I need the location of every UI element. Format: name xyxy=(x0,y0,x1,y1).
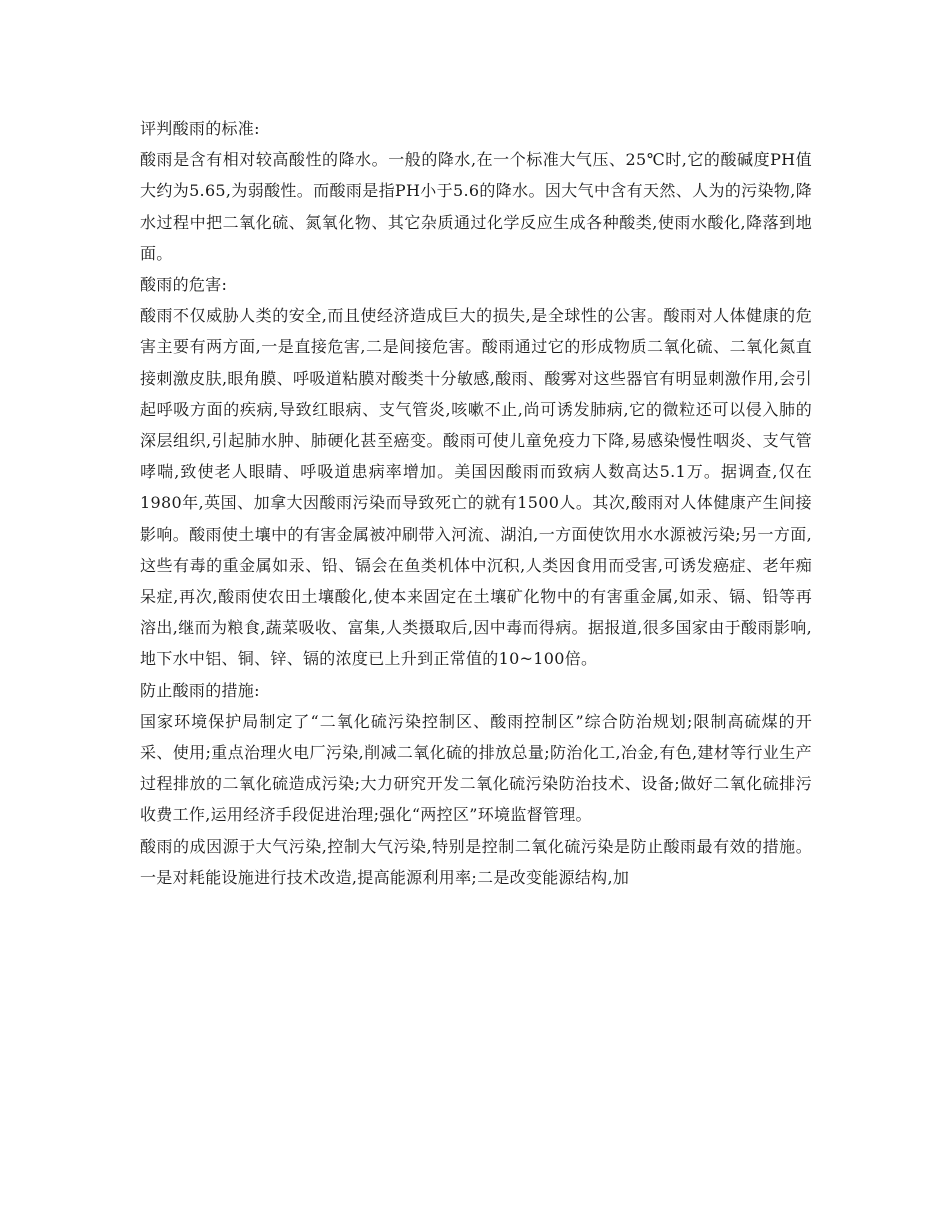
paragraph-prevention-policy: 国家环境保护局制定了“二氧化硫污染控制区、酸雨控制区”综合防治规划;限制高硫煤的开采、使用;重点治理火电厂污染,削减二氧化硫的排放总量;防治化工,冶金,有色,建材等行业生产过程排放的二氧化硫造成污染;大力研究开发二氧化硫污染防治技术、设备;做好二氧化硫排污收费工作,运用经济手段促进治理;强化“两控区”环境监督管理。 xyxy=(140,711,812,825)
document-page xyxy=(140,113,812,893)
paragraph-prevention-measures: 酸雨的成因源于大气污染,控制大气污染,特别是控制二氧化硫污染是防止酸雨最有效的措施。一是对耗能设施进行技术改造,提高能源利用率;二是改变能源结构,加 xyxy=(140,836,812,887)
paragraph-acid-rain-definition: 酸雨是含有相对较高酸性的降水。一般的降水,在一个标准大气压、25℃时,它的酸碱度PH值大约为5.65,为弱酸性。而酸雨是指PH小于5.6的降水。因大气中含有天然、人为的污染物,降水过程中把二氧化硫、氮氧化物、其它杂质通过化学反应生成各种酸类,使雨水酸化,降落到地面。 xyxy=(140,150,812,263)
section-heading-acid-rain-prevention: 防止酸雨的措施: xyxy=(140,680,260,700)
section-heading-acid-rain-standard: 评判酸雨的标准: xyxy=(140,119,260,138)
section-heading-acid-rain-harm: 酸雨的危害: xyxy=(140,275,228,295)
paragraph-acid-rain-harm: 酸雨不仅威胁人类的安全,而且使经济造成巨大的损失,是全球性的公害。酸雨对人体健康的危害主要有两方面,一是直接危害,二是间接危害。酸雨通过它的形成物质二氧化硫、二氧化氮直接刺激皮肤,眼角膜、呼吸道粘膜对酸类十分敏感,酸雨、酸雾对这些器官有明显刺激作用,会引起呼吸方面的疾病,导致红眼病、支气管炎,咳嗽不止,尚可诱发肺病,它的微粒还可以侵入肺的深层组织,引起肺水肿、肺硬化甚至癌变。酸雨可使儿童免疫力下降,易感染慢性咽炎、支气管哮喘,致使老人眼睛、呼吸道患病率增加。美国因酸雨而致病人数高达5.1万。据调查,仅在1980年,英国、加拿大因酸雨污染而导致死亡的就有1500人。其次,酸雨对人体健康产生间接影响。酸雨使土壤中的有害金属被冲刷带入河流、湖泊,一方面使饮用水水源被污染;另一方面,这些有毒的重金属如汞、铅、镉会在鱼类机体中沉积,人类因食用而受害,可诱发癌症、老年痴呆症,再次,酸雨使农田土壤酸化,使本来固定在土壤矿化物中的有害重金属,如汞、镉、铅等再溶出,继而为粮食,蔬菜吸收、富集,人类摄取后,因中毒而得病。据报道,很多国家由于酸雨影响,地下水中铝、铜、锌、镉的浓度已上升到正常值的10~100倍。 xyxy=(140,306,812,669)
